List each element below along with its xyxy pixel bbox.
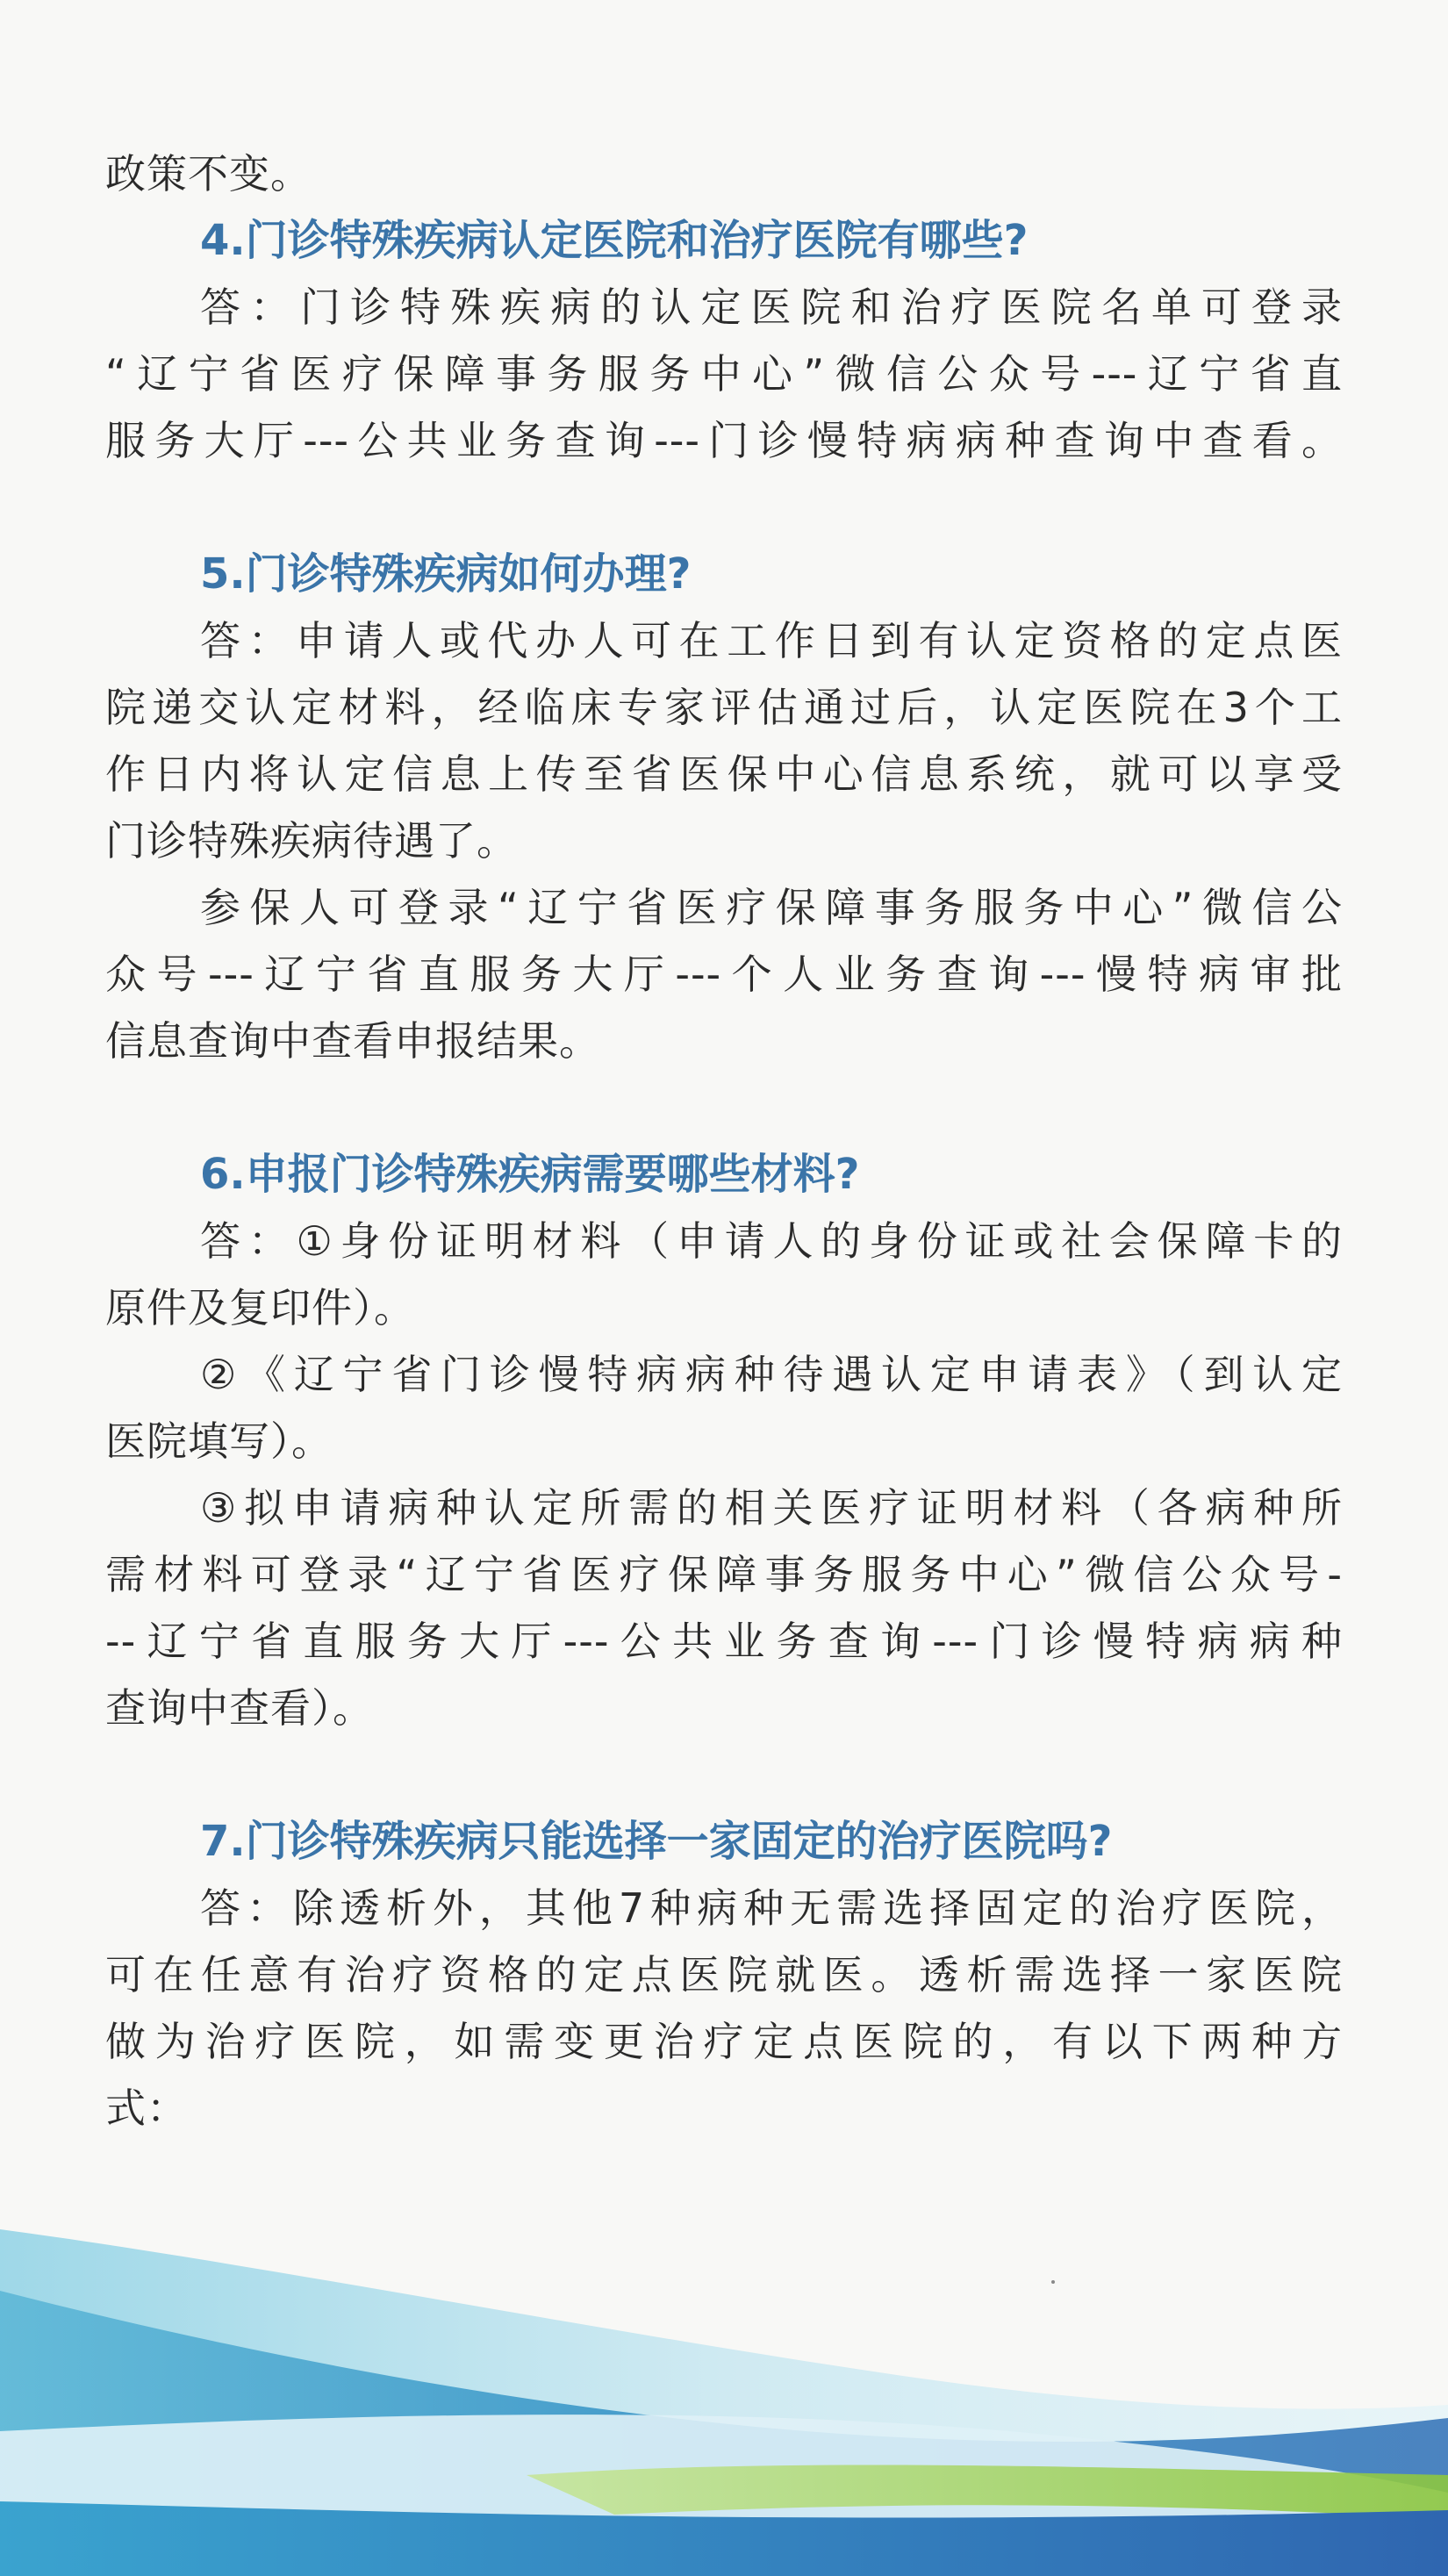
question-4-heading: 4.门诊特殊疾病认定医院和治疗医院有哪些? xyxy=(200,216,1029,265)
q5-p1-line-1: 答：申请人或代办人可在工作日到有认定资格的定点医 xyxy=(200,617,1343,664)
intro-tail: 政策不变。 xyxy=(105,150,312,197)
q6-item3-line-4: 查询中查看）。 xyxy=(105,1684,374,1732)
q4-line-3: 服务大厅---公共业务查询---门诊慢特病病种查询中查看。 xyxy=(105,417,1343,464)
q6-item1-line-2: 原件及复印件）。 xyxy=(105,1284,415,1331)
q5-p1-line-2: 院递交认定材料，经临床专家评估通过后，认定医院在3个工 xyxy=(105,684,1343,731)
q5-p1-line-4: 门诊特殊疾病待遇了。 xyxy=(105,817,518,865)
q7-line-4: 式： xyxy=(105,2084,188,2132)
q5-p2-line-3: 信息查询中查看申报结果。 xyxy=(105,1017,600,1065)
q6-item3-line-1: ③拟申请病种认定所需的相关医疗证明材料（各病种所 xyxy=(200,1484,1343,1532)
q4-line-1: 答：门诊特殊疾病的认定医院和治疗医院名单可登录 xyxy=(200,283,1343,331)
q6-item2-line-1: ②《辽宁省门诊慢特病病种待遇认定申请表》（到认定 xyxy=(200,1351,1343,1398)
question-7-heading: 7.门诊特殊疾病只能选择一家固定的治疗医院吗? xyxy=(200,1817,1113,1866)
q6-item3-line-3: --辽宁省直服务大厅---公共业务查询---门诊慢特病病种 xyxy=(105,1618,1343,1665)
q4-line-2: “辽宁省医疗保障事务服务中心”微信公众号---辽宁省直 xyxy=(105,350,1343,398)
question-6-heading: 6.申报门诊特殊疾病需要哪些材料? xyxy=(200,1150,860,1199)
q5-p2-line-1: 参保人可登录“辽宁省医疗保障事务服务中心”微信公 xyxy=(200,884,1343,931)
q5-p2-line-2: 众号---辽宁省直服务大厅---个人业务查询---慢特病审批 xyxy=(105,951,1343,998)
q7-line-3: 做为治疗医院，如需变更治疗定点医院的，有以下两种方 xyxy=(105,2018,1343,2065)
q6-item3-line-2: 需材料可登录“辽宁省医疗保障事务服务中心”微信公众号- xyxy=(105,1551,1343,1598)
scan-speck xyxy=(1051,2280,1055,2284)
q7-line-2: 可在任意有治疗资格的定点医院就医。透析需选择一家医院 xyxy=(105,1951,1343,1998)
document-body xyxy=(105,140,1343,2142)
q6-item1-line-1: 答：①身份证明材料（申请人的身份证或社会保障卡的 xyxy=(200,1217,1343,1265)
question-5-heading: 5.门诊特殊疾病如何办理? xyxy=(200,549,692,599)
q7-line-1: 答：除透析外，其他7种病种无需选择固定的治疗医院， xyxy=(200,1884,1343,1932)
q5-p1-line-3: 作日内将认定信息上传至省医保中心信息系统，就可以享受 xyxy=(105,750,1343,798)
q6-item2-line-2: 医院填写）。 xyxy=(105,1417,333,1465)
decorative-wave-footer xyxy=(0,2212,1448,2576)
